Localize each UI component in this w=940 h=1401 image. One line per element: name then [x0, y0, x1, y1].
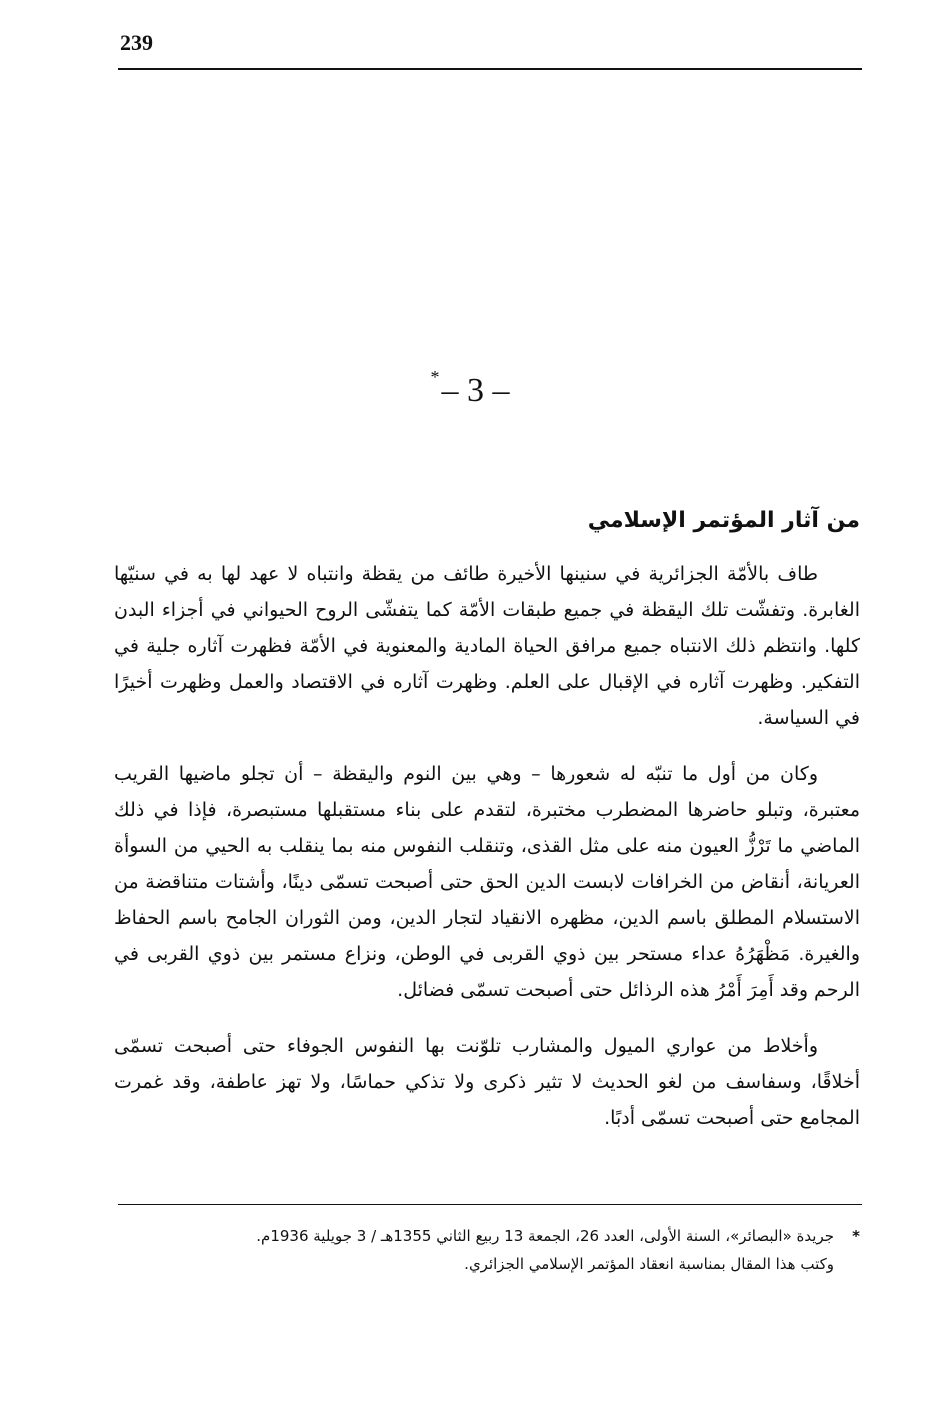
paragraph-2: وكان من أول ما تنبّه له شعورها – وهي بين النوم واليقظة – أن تجلو ماضيها القريب معتبرة، وتبلو حاضرها المضطرب مختبرة، لتقدم على بناء مستقبلها مستبصرة، فإذا في ذلك الماضي ما تَرْزُّ العيون منه على مثل القذى، وتنقلب النفوس منه بما ينقلب به الحيي من السوأة العريانة، أنقاض من الخرافات لابست الدين الحق حتى أصبحت تسمّى دينًا، وأشتات متناقضة من الاستسلام المطلق باسم الدين، مظهره الانقياد لتجار الدين، ومن الثوران الجامح باسم الحفاظ والغيرة. مَظْهَرُهُ عداء مستحر بين ذوي القربى في الوطن، ونزاع مستمر بين ذوي القربى في الرحم وقد أَمِرَ أَمْرُ هذه الرذائل حتى أصبحت تسمّى فضائل.	[114, 763, 860, 1001]
article-body	[114, 556, 860, 1156]
header-rule	[118, 68, 862, 70]
paragraph-3: وأخلاط من عواري الميول والمشارب تلوّنت بها النفوس الجوفاء حتى أصبحت تسمّى أخلاقًا، وسفاسف من لغو الحديث لا تثير ذكرى ولا تذكي حماسًا، ولا تهز عاطفة، وقد غمرت المجامع حتى أصبحت تسمّى أدبًا.	[114, 1035, 860, 1129]
article-title: من آثار المؤتمر الإسلامي	[587, 508, 860, 533]
footnote-rule	[118, 1204, 862, 1205]
section-number: – 3 –	[441, 372, 510, 409]
footnote-mark: *	[852, 1227, 860, 1245]
paragraph-1: طاف بالأمّة الجزائرية في سنينها الأخيرة طائف من يقظة وانتباه لا عهد لها به في سنيّها الغابرة. وتفشّت تلك اليقظة في جميع طبقات الأمّة كما يتفشّى الروح الحيواني في أجزاء البدن كلها. وانتظم ذلك الانتباه جميع مرافق الحياة المادية والمعنوية في الأمّة فظهرت آثاره جلية في التفكير. وظهرت آثاره في الإقبال على العلم. وظهرت آثاره في الاقتصاد والعمل وظهرت أخيرًا في السياسة.	[114, 563, 860, 729]
footnote-line-2: وكتب هذا المقال بمناسبة انعقاد المؤتمر الإسلامي الجزائري.	[464, 1255, 834, 1273]
footnote-marker: *	[430, 366, 440, 387]
page-number: 239	[120, 30, 153, 55]
section-heading	[0, 366, 940, 410]
footnote	[114, 1222, 860, 1278]
footnote-line-1	[114, 1222, 860, 1250]
footnote-source: جريدة «البصائر»، السنة الأولى، العدد 26، الجمعة 13 ربيع الثاني 1355هـ / 3 جويلية 1936م.	[256, 1227, 834, 1245]
